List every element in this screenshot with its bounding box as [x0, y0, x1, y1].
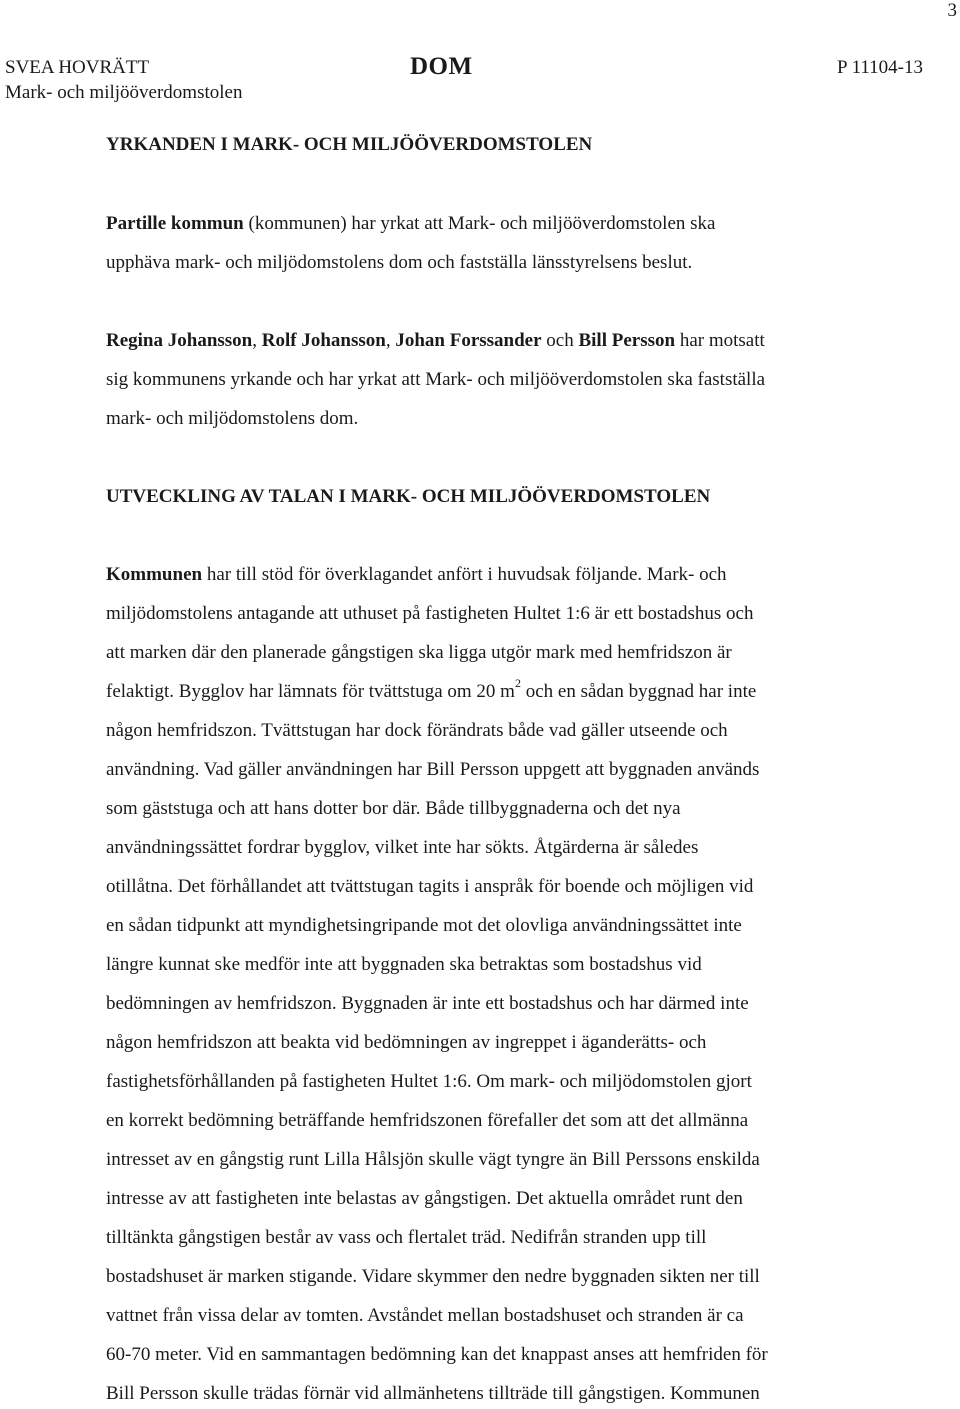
development-paragraph-line: vattnet från vissa delar av tomten. Avståndet mellan bostadshuset och stranden är ca: [106, 1305, 744, 1326]
development-paragraph-line: intresset av en gångstig runt Lilla Hålsjön skulle vägt tyngre än Bill Perssons enskilda: [106, 1149, 760, 1170]
claims-paragraph-2-line: sig kommunens yrkande och har yrkat att Mark- och miljööverdomstolen ska fastställa: [106, 369, 766, 390]
case-number: P 11104-13: [836, 57, 923, 78]
party-name: Kommunen: [106, 564, 203, 585]
development-paragraph-line: Kommunen har till stöd för överklagandet anfört i huvudsak följande. Mark- och: [106, 564, 727, 585]
claims-heading: YRKANDEN I MARK- OCH MILJÖÖVERDOMSTOLEN: [106, 134, 593, 155]
development-paragraph-line: att marken där den planerade gångstigen ska ligga utgör mark med hemfridszon är: [106, 642, 732, 663]
development-paragraph-line: användning. Vad gäller användningen har Bill Persson uppgett att byggnaden används: [106, 759, 760, 780]
party-name: Johan Forssander: [395, 330, 542, 351]
superscript: 2: [514, 676, 521, 690]
development-paragraph-line: felaktigt. Bygglov har lämnats för tvättstuga om 20 $m^2$ och en sådan byggnad har inte: [106, 676, 757, 702]
development-paragraph-line: intresse av att fastigheten inte belastas av gångstigen. Det aktuella området runt den: [106, 1188, 743, 1209]
claims-paragraph-1-line: Partille kommun (kommunen) har yrkat att Mark- och miljööverdomstolen ska: [106, 213, 716, 234]
development-paragraph-line: bedömningen av hemfridszon. Byggnaden är inte ett bostadshus och har därmed inte: [106, 993, 749, 1014]
claims-paragraph-1-line: upphäva mark- och miljödomstolens dom och fastställa länsstyrelsens beslut.: [106, 252, 693, 273]
development-paragraph-line: användningssättet fordrar bygglov, vilket inte har sökts. Åtgärderna är således: [106, 837, 699, 858]
party-name: Regina Johansson: [106, 330, 253, 351]
claims-paragraph-2-line: mark- och miljödomstolens dom.: [106, 408, 359, 429]
party-name: Rolf Johansson: [261, 330, 386, 351]
claims-paragraph-2-line: Regina Johansson, Rolf Johansson, Johan Forssander och Bill Persson har motsatt: [106, 330, 765, 351]
party-name: Bill Persson: [578, 330, 676, 351]
development-paragraph-line: längre kunnat ske medför inte att byggnaden ska betraktas som bostadshus vid: [106, 954, 702, 975]
document-type: DOM: [410, 53, 473, 80]
page-number: 3: [947, 0, 957, 21]
party-name: Partille kommun: [106, 213, 244, 234]
development-paragraph-line: 60-70 meter. Vid en sammantagen bedömning kan det knappast anses att hemfriden för: [106, 1344, 768, 1365]
development-heading: UTVECKLING AV TALAN I MARK- OCH MILJÖÖVERDOMSTOLEN: [106, 486, 711, 507]
development-paragraph-line: bostadshuset är marken stigande. Vidare skymmer den nedre byggnaden sikten ner till: [106, 1266, 760, 1287]
development-paragraph-line: som gäststuga och att hans dotter bor där. Både tillbyggnaderna och det nya: [106, 798, 681, 819]
development-paragraph-line: Bill Persson skulle trädas förnär vid allmänhetens tillträde till gångstigen. Kommunen: [106, 1383, 760, 1404]
court-division: Mark- och miljööverdomstolen: [5, 82, 243, 103]
development-paragraph-line: fastighetsförhållanden på fastigheten Hultet 1:6. Om mark- och miljödomstolen gjort: [106, 1071, 752, 1092]
development-paragraph-line: tilltänkta gångstigen består av vass och flertalet träd. Nedifrån stranden upp till: [106, 1227, 707, 1248]
development-paragraph-line: någon hemfridszon. Tvättstugan har dock förändrats både vad gäller utseende och: [106, 720, 728, 741]
court-name: SVEA HOVRÄTT: [5, 57, 150, 78]
development-paragraph-line: otillåtna. Det förhållandet att tvättstugan tagits i anspråk för boende och möjligen vid: [106, 876, 754, 897]
development-paragraph-line: en korrekt bedömning beträffande hemfridszonen förefaller det som att det allmänna: [106, 1110, 749, 1131]
development-paragraph-line: någon hemfridszon att beakta vid bedömningen av ingreppet i äganderätts- och: [106, 1032, 707, 1053]
development-paragraph-line: miljödomstolens antagande att uthuset på fastigheten Hultet 1:6 är ett bostadshus och: [106, 603, 754, 624]
development-paragraph-line: en sådan tidpunkt att myndighetsingripande mot det olovliga användningssättet inte: [106, 915, 742, 936]
